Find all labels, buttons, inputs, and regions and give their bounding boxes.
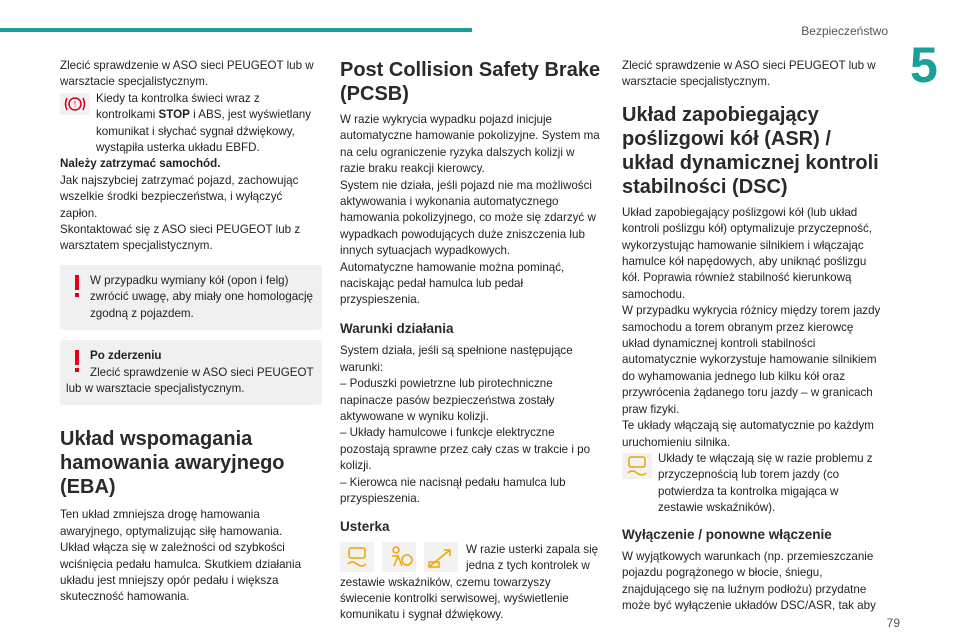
- subsection-heading: Warunki działania: [340, 320, 454, 336]
- subsection-heading: Usterka: [340, 519, 390, 535]
- skid-warning-icon: [622, 453, 652, 479]
- pcsb-warning-icon: [382, 542, 416, 572]
- exclamation-icon: [70, 273, 84, 299]
- column-1: [60, 58, 322, 606]
- ebfd-warning-block: [60, 91, 322, 157]
- chapter-tab: [898, 36, 960, 98]
- warning-icons-group: [340, 542, 458, 572]
- text-span: Kiedy ta kontrolka świeci wraz z kontrolkami: [96, 91, 260, 122]
- section-heading: Układ zapobiegający poślizgowi kół (ASR) / układ dynamicznej kontroli stabilności (DSC): [622, 103, 879, 198]
- list-item: – Poduszki powietrzne lub pirotechniczne napinacze pasów bezpieczeństwa zostały aktywowane w wyniku kolizji.: [340, 377, 555, 423]
- exclamation-icon: [70, 348, 84, 374]
- fault-block: [340, 542, 602, 624]
- subsection-heading: Wyłączenie / ponowne włączenie: [622, 526, 832, 542]
- paragraph: W przypadku wykrycia różnicy między torem jazdy samochodu a torem obranym przez kierowcę układ dynamicznej kontroli stabilności automatycznie wykorzystuje hamowanie silnikiem do wyhamowania jednego lub kilku kół oraz przywrócenia żądanego toru jazdy – w granicach praw fizyki.: [622, 304, 881, 416]
- section-title: Bezpieczeństwo: [801, 24, 888, 38]
- note-box: [60, 340, 322, 405]
- paragraph: Układ zapobiegający poślizgowi kół (lub układ kontroli poślizgu kół) optymalizuje przyczepność, wykorzystując hamowanie silnikiem i włączając hamulce kół napędowych, aby uniknąć poślizgu kół. Poprawia również stabilność kierunkową samochodu.: [622, 205, 873, 301]
- paragraph: W razie wykrycia wypadku pojazd inicjuje automatyczne hamowanie pokolizyjne. System ma na celu ograniczenie ryzyka dalszych kolizji w razie braku reakcji kierowcy.: [340, 113, 600, 176]
- paragraph: Zlecić sprawdzenie w ASO sieci PEUGEOT lub w warsztacie specjalistycznym.: [60, 59, 314, 89]
- paragraph: W wyjątkowych warunkach (np. przemieszczanie pojazdu pogrążonego w błocie, śniegu, znajdującego się na luźnym podłożu) przydatne może być wyłączenie układów DSC/ASR, tak aby: [622, 549, 876, 613]
- esc-warning-icon: [340, 542, 374, 572]
- note-text: Zlecić sprawdzenie w ASO sieci PEUGEOT lub w warsztacie specjalistycznym.: [66, 365, 314, 395]
- text-span: Układy te włączają się w razie problemu z przyczepnością lub torem jazdy (co potwierdza ta kontrolka migająca w zestawie wskaźników).: [658, 451, 873, 515]
- list-item: – Układy hamulcowe i funkcje elektryczne pozostają sprawne przez cały czas w trakcie i po kolizji.: [340, 426, 591, 473]
- section-heading: Układ wspomagania hamowania awaryjnego (EBA): [60, 428, 285, 499]
- section-heading: Post Collision Safety Brake (PCSB): [340, 59, 601, 105]
- paragraph: Zlecić sprawdzenie w ASO sieci PEUGEOT lub w warsztacie specjalistycznym.: [622, 59, 876, 89]
- list-item: – Kierowca nie nacisnął pedału hamulca lub przyspieszenia.: [340, 475, 566, 505]
- note-box: [60, 265, 322, 330]
- column-2: [340, 58, 602, 624]
- column-3: [622, 58, 884, 615]
- paragraph: Te układy włączają się automatycznie po każdym uruchomieniu silnika.: [622, 419, 874, 449]
- paragraph: Układ włącza się w zależności od szybkości wciśnięcia pedału hamulca. Skutkiem działania układu jest mniejszy opór pedału i większa skuteczność hamowania.: [60, 541, 302, 604]
- stop-label: STOP: [158, 108, 190, 122]
- page-number: 79: [886, 616, 900, 630]
- paragraph: System działa, jeśli są spełnione następujące warunki:: [340, 344, 573, 374]
- paragraph: W razie usterki zapala się jedna z tych kontrolek w zestawie wskaźników, czemu towarzyszy świecenie kontrolki serwisowej, wyświetlenie komunikatu i sygnał dźwiękowy.: [340, 542, 599, 622]
- paragraph: Ten układ zmniejsza drogę hamowania awaryjnego, optymalizując siłę hamowania.: [60, 508, 283, 538]
- note-text: W przypadku wymiany kół (opon i felg) zwrócić uwagę, aby miały one homologację zgodną z pojazdem.: [90, 273, 313, 320]
- chapter-number: 5: [910, 37, 938, 93]
- brake-warning-icon: [60, 93, 90, 115]
- paragraph: System nie działa, jeśli pojazd nie ma możliwości aktywowania i wykonania automatycznego hamowania pokolizyjnego, co może się zdarzyć w wypadkach powodujących duże zniszczenia lub innych sytuacjach wypadkowych.: [340, 178, 596, 258]
- text-span: i ABS, jest wyświetlany komunikat i słychać sygnał dźwiękowy, wystąpiła usterka układu EBFD.: [96, 108, 312, 155]
- instruction: Należy zatrzymać samochód.: [60, 157, 221, 171]
- header-accent-bar: [0, 28, 472, 32]
- paragraph: Skontaktować się z ASO sieci PEUGEOT lub z warsztatem specjalistycznym.: [60, 223, 301, 253]
- brake-assist-warning-icon: [424, 542, 458, 572]
- note-title: Po zderzeniu: [90, 349, 162, 363]
- paragraph: Jak najszybciej zatrzymać pojazd, zachowując wszelkie środki bezpieczeństwa, i wyłączyć zapłon.: [60, 173, 299, 220]
- asr-indicator-block: [622, 451, 884, 517]
- paragraph: Automatyczne hamowanie można pominąć, naciskając pedał hamulca lub pedał przyspieszenia.: [340, 260, 565, 307]
- svg-text:!: !: [73, 99, 77, 109]
